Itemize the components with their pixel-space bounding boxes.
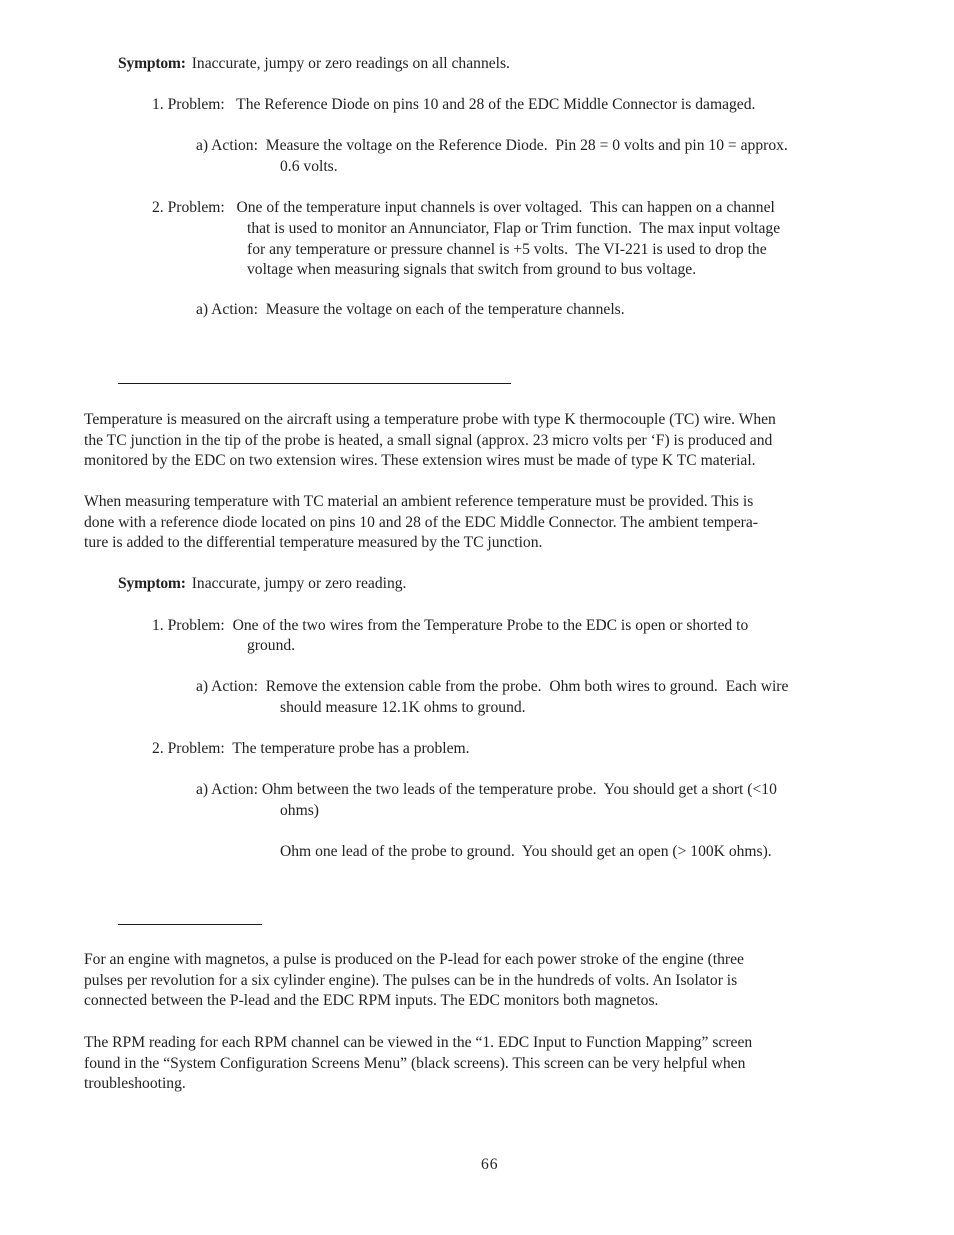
paragraph-line: done with a reference diode located on pins 10 and 28 of the EDC Middle Connector. The ambient tempera- bbox=[84, 513, 758, 531]
action-item: a) Action: Measure the voltage on each of the temperature channels. bbox=[196, 301, 625, 318]
symptom-text: Inaccurate, jumpy or zero readings on all channels. bbox=[191, 55, 510, 72]
paragraph-line: monitored by the EDC on two extension wires. These extension wires must be made of type K TC material. bbox=[84, 452, 756, 470]
body-paragraph bbox=[84, 950, 860, 1012]
action-item-continuation: Ohm one lead of the probe to ground. You should get an open (> 100K ohms). bbox=[280, 843, 772, 860]
paragraph-line: found in the “System Configuration Screens Menu” (black screens). This screen can be very helpful when bbox=[84, 1054, 746, 1072]
symptom-text: Inaccurate, jumpy or zero reading. bbox=[191, 575, 407, 592]
action-item-continuation: 0.6 volts. bbox=[280, 158, 338, 175]
symptom-line bbox=[118, 574, 406, 595]
action-item: a) Action: Remove the extension cable from the probe. Ohm both wires to ground. Each wire bbox=[196, 678, 789, 695]
action-item: a) Action: Ohm between the two leads of the temperature probe. You should get a short (<10 bbox=[196, 781, 777, 798]
body-paragraph bbox=[84, 492, 880, 554]
body-paragraph bbox=[84, 1033, 862, 1095]
paragraph-line: the TC junction in the tip of the probe is heated, a small signal (approx. 23 micro volts per ‘F) is produced and bbox=[84, 431, 773, 449]
body-paragraph bbox=[84, 410, 896, 472]
action-item: a) Action: Measure the voltage on the Reference Diode. Pin 28 = 0 volts and pin 10 = approx. bbox=[196, 137, 788, 154]
problem-item: 2. Problem: The temperature probe has a problem. bbox=[152, 740, 470, 757]
action-item-continuation: should measure 12.1K ohms to ground. bbox=[280, 699, 526, 716]
problem-item-continuation: that is used to monitor an Annunciator, Flap or Trim function. The max input voltage bbox=[247, 220, 781, 237]
page-number: 66 bbox=[481, 1156, 499, 1173]
symptom-label: Symptom: bbox=[118, 575, 186, 592]
section-heading-rule bbox=[118, 924, 262, 925]
problem-item-continuation: for any temperature or pressure channel is +5 volts. The VI-221 is used to drop the bbox=[247, 241, 767, 258]
symptom-line bbox=[118, 54, 510, 75]
problem-item: 2. Problem: One of the temperature input channels is over voltaged. This can happen on a channel bbox=[152, 199, 775, 216]
problem-item: 1. Problem: One of the two wires from the Temperature Probe to the EDC is open or shorted to bbox=[152, 617, 749, 634]
problem-item: 1. Problem: The Reference Diode on pins 10 and 28 of the EDC Middle Connector is damaged. bbox=[152, 96, 756, 113]
symptom-label: Symptom: bbox=[118, 55, 186, 72]
paragraph-line: The RPM reading for each RPM channel can be viewed in the “1. EDC Input to Function Mapping” screen bbox=[84, 1034, 753, 1051]
paragraph-line: Temperature is measured on the aircraft using a temperature probe with type K thermocouple (TC) wire. When bbox=[84, 411, 776, 428]
paragraph-line: When measuring temperature with TC material an ambient reference temperature must be provided. This is bbox=[84, 493, 754, 510]
paragraph-line: For an engine with magnetos, a pulse is produced on the P-lead for each power stroke of the engine (three bbox=[84, 951, 744, 968]
problem-item-continuation: voltage when measuring signals that switch from ground to bus voltage. bbox=[247, 261, 697, 278]
section-heading-rule bbox=[118, 383, 511, 384]
action-item-continuation: ohms) bbox=[280, 802, 319, 819]
problem-item-continuation: ground. bbox=[247, 637, 296, 654]
paragraph-line: connected between the P-lead and the EDC RPM inputs. The EDC monitors both magnetos. bbox=[84, 992, 659, 1010]
paragraph-line: troubleshooting. bbox=[84, 1075, 186, 1093]
paragraph-line: pulses per revolution for a six cylinder engine). The pulses can be in the hundreds of volts. An Isolator is bbox=[84, 971, 738, 989]
paragraph-line: ture is added to the differential temperature measured by the TC junction. bbox=[84, 534, 543, 552]
